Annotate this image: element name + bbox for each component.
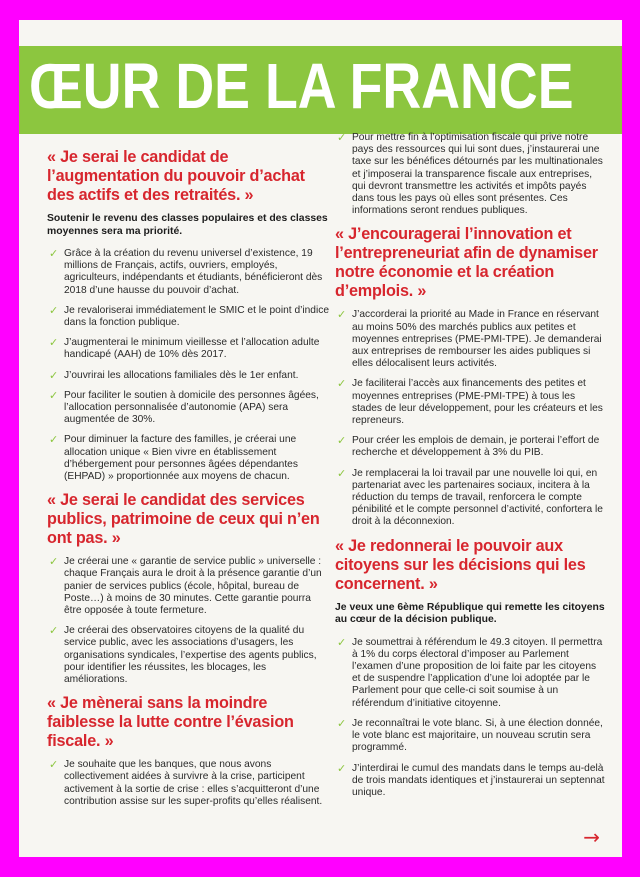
list-item: ✓ Je soumettrai à référendum le 49.3 citoyen. Il permettra à 1% du corps électoral d’imposer au Parlement l’examen d’une proposition de loi faite par les citoyens et de suspendre l’application d’une loi adoptée par le Parlement pour que celle-ci soit soumise à un référendum d’initiative citoyenne. [337,635,603,709]
bullet-list [335,637,607,799]
bullet-list [335,309,607,528]
list-item: ✓ Je remplacerai la loi travail par une nouvelle loi qui, en partenariat avec les partenaires sociaux, incitera à la réduction du temps de travail, renforcera le compte pénibilité et le compte personnel d’activité, confortera le droit à la déconnexion. [337,466,603,528]
check-icon: ✓ [337,716,347,730]
list-item: ✓ Pour créer les emplois de demain, je porterai l’effort de recherche et développement à 3% du PIB. [337,434,600,459]
check-icon: ✓ [49,624,59,638]
check-icon: ✓ [49,336,59,350]
check-icon: ✓ [337,434,347,448]
right-column [335,132,607,807]
check-icon: ✓ [337,466,347,480]
section-heading-tax-evasion: « Je mènerai sans la moindre faiblesse la lutte contre l’évasion fiscale. » [47,694,294,751]
check-icon: ✓ [337,131,347,144]
list-item: ✓ Je souhaite que les banques, que nous avons collectivement aidées à survivre à la crise, participent activement à la sortie de crise : elles s’acquitteront d’une contribution assise sur les super-profits qu’elles réalisent. [49,758,323,807]
check-icon: ✓ [49,388,59,402]
bullet-list [47,556,329,686]
next-page-arrow-icon[interactable]: → [583,825,600,849]
title-banner [19,46,622,134]
banner-title: ŒUR DE LA FRANCE [29,50,574,122]
list-item: ✓ Pour diminuer la facture des familles, je créerai une allocation unique « Bien vivre en établissement d’hébergement pour personnes âgées dépendantes (EHPAD) » proportionnée aux moyens de chacun. [49,433,298,483]
check-icon: ✓ [49,303,59,317]
section-heading-public-services: « Je serai le candidat des services publics, patrimoine de ceux qui n’en ont pas. » [47,491,320,548]
bullet-list [335,132,607,217]
list-item: ✓ Je reconnaîtrai le vote blanc. Si, à une élection donnée, le vote blanc est majoritaire, un nouveau scrutin sera programmé. [337,716,603,754]
section-heading-innovation: « J’encouragerai l’innovation et l’entrepreneuriat afin de dynamiser notre économie et la création d’emplois. » [335,225,598,301]
list-item: ✓ J’accorderai la priorité au Made in France en réservant au moins 50% des marchés publics aux petites et moyennes entreprises (PME-PMI-TPE). Je demanderai aux entreprises de rembourser les aides publiques si elles délocalisent leurs activités. [337,308,602,370]
check-icon: ✓ [337,761,347,775]
section-heading-purchasing-power: « Je serai le candidat de l’augmentation du pouvoir d’achat des actifs et des retraités. » [47,148,305,204]
left-column [47,148,329,816]
leaflet-page [19,20,622,857]
section-intro: Soutenir le revenu des classes populaires et des classes moyennes sera ma priorité. [47,213,328,237]
list-item: ✓ J’ouvrirai les allocations familiales dès le 1er enfant. [49,368,299,382]
section-intro: Je veux une 6ème République qui remette les citoyens au cœur de la décision publique. [335,601,605,626]
list-item: ✓ Je créerai une « garantie de service public » universelle : chaque Français aura le droit à la présence garantie d’un panier de services publics (école, hôpital, bureau de Poste…) à moins de 30 minutes. Cette garantie pourra être opposée à toute fermeture. [49,555,322,617]
check-icon: ✓ [49,247,59,260]
check-icon: ✓ [49,368,59,382]
bullet-list [47,248,329,483]
section-heading-citizen-power: « Je redonnerai le pouvoir aux citoyens sur les décisions qui les concernent. » [335,536,586,593]
check-icon: ✓ [49,555,59,569]
check-icon: ✓ [49,758,59,772]
bullet-list [47,759,329,808]
list-item: ✓ Pour faciliter le soutien à domicile des personnes âgées, l’allocation personnalisée d’autonomie (APA) sera augmentée de 30%. [49,388,319,426]
list-item: ✓ Je créerai des observatoires citoyens de la qualité du service public, avec les associations d’usagers, les organisations syndicales, l’expertise des agents publics, pour identifier les réussites, les blocages, les améliorations. [49,624,317,686]
check-icon: ✓ [337,635,347,649]
list-item: ✓ Je revaloriserai immédiatement le SMIC et le point d’indice dans la fonction publique. [49,303,329,329]
check-icon: ✓ [337,308,347,322]
list-item: ✓ J’augmenterai le minimum vieillesse et l’allocation adulte handicapé (AAH) de 10% dès 2017. [49,336,320,361]
list-item: ✓ J’interdirai le cumul des mandats dans le temps au-delà de trois mandats identiques et j’instaurerai un septennat unique. [337,761,605,798]
list-item: ✓ Grâce à la création du revenu universel d’existence, 19 millions de Français, actifs, ouvriers, employés, agriculteurs, indépendants et étudiants, bénéficieront dès 2018 d’une hausse du pouvoir d’achat. [49,247,323,296]
check-icon: ✓ [49,433,59,447]
check-icon: ✓ [337,377,347,391]
list-item: ✓ Je faciliterai l’accès aux financements des petites et moyennes entreprises (PME-PMI-TPE) à tous les stades de leur développement, pour les créateurs et les repreneurs. [337,377,603,427]
list-item: ✓ Pour mettre fin à l’optimisation fiscale qui prive notre pays des ressources qui lui sont dues, j’instaurerai une taxe sur les bénéfices détournés par les multinationales et j’imposerai la transparence fiscale aux entreprises, qui devront transmettre les activités et impôts payés dans tous les pays où elles sont présentes. Ces informations seront rendues publiques. [337,131,603,217]
